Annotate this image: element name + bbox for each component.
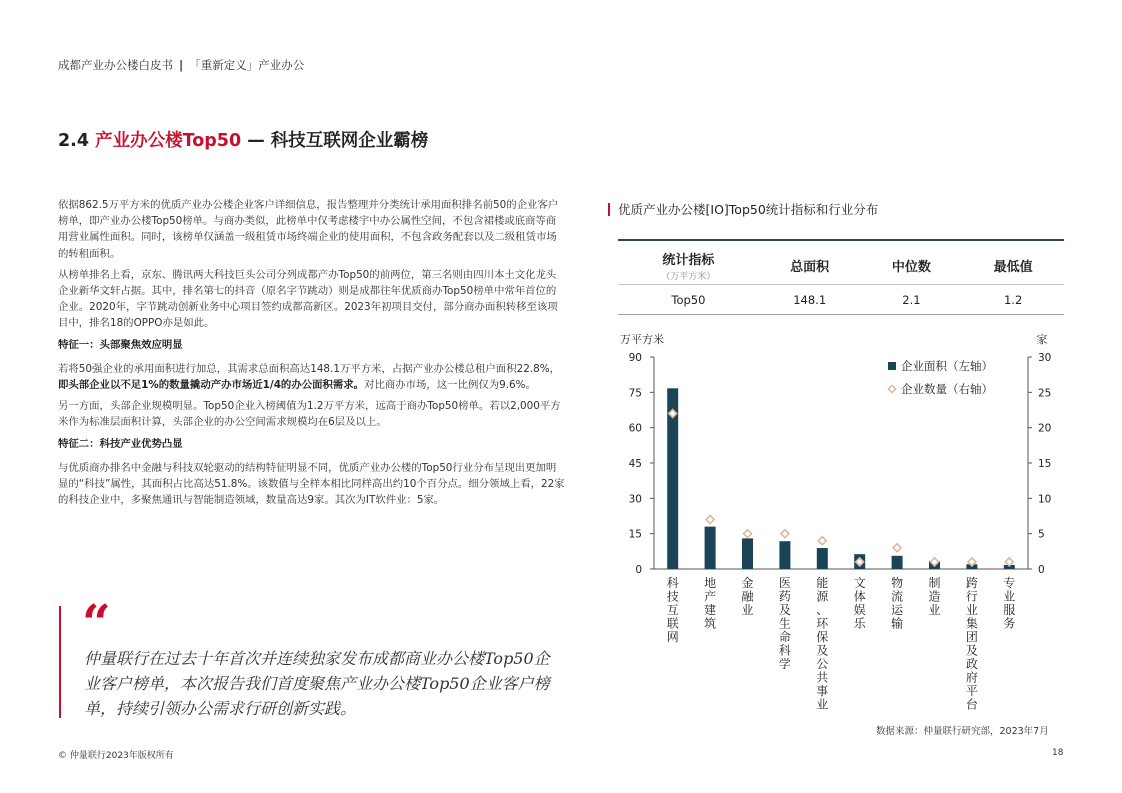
right-tick-label: 30 bbox=[1038, 352, 1052, 364]
left-tick-label: 60 bbox=[628, 422, 642, 435]
left-tick-label: 45 bbox=[628, 458, 642, 470]
category-label: 科 bbox=[666, 576, 679, 590]
stats-header-metric-label: 统计指标 bbox=[662, 253, 715, 268]
legend-area-label: 企业面积（左轴） bbox=[901, 359, 993, 373]
feature-one-text-a: 若将50强企业的承用面积进行加总，其需求总面积高达148.1万平方米，占据产业办公楼总租户面积22.8%， bbox=[58, 362, 560, 375]
data-source: 数据来源：仲量联行研究部，2023年7月 bbox=[876, 726, 1049, 737]
chart-title-text: 优质产业办公楼[IO]Top50统计指标和行业分布 bbox=[618, 202, 879, 217]
body-text bbox=[58, 197, 566, 513]
category-label: 团 bbox=[965, 630, 978, 644]
stats-header-row bbox=[618, 240, 1064, 285]
category-label: 建 bbox=[704, 603, 717, 617]
stats-header-total: 总面积 bbox=[759, 240, 861, 285]
stats-cell-total: 148.1 bbox=[793, 293, 827, 307]
quote-accent-bar bbox=[59, 606, 61, 718]
category-label: 共 bbox=[816, 670, 829, 685]
category-label: 集 bbox=[965, 616, 978, 631]
left-tick-label: 15 bbox=[628, 528, 642, 541]
left-tick-label: 90 bbox=[628, 352, 642, 364]
category-label: 服 bbox=[1003, 603, 1016, 617]
category-label: 台 bbox=[965, 697, 978, 712]
category-label: 公 bbox=[816, 657, 829, 671]
left-axis-unit: 万平方米 bbox=[620, 333, 664, 346]
paragraph-feature-two: 与优质商办排名中金融与科技双轮驱动的结构特征明显不同，优质产业办公楼的Top50行业分布呈现出更加明显的“科技”属性，其面积占比高达51.8%。该数值与全样本相比同样高出约10个百分点。细分领域上看，22家的科技企业中，多聚焦通讯与智能制造领域，数量高达9家。其次为IT软件业：5家。 bbox=[58, 461, 565, 507]
category-label: 环 bbox=[816, 616, 829, 631]
category-label: 学 bbox=[778, 657, 791, 671]
paragraph-scale: 另一方面，头部企业规模明显。Top50企业入榜阈值为1.2万平方米，远高于商办Top50榜单。若以2,000平方米作为标准层面积计算，头部企业的办公空间需求规模均在6层及以上。 bbox=[58, 400, 561, 429]
category-label: 金 bbox=[741, 576, 754, 590]
stats-header-unit: （万平方米） bbox=[661, 272, 716, 282]
category-label: 技 bbox=[666, 589, 679, 604]
right-tick-label: 5 bbox=[1038, 528, 1045, 541]
category-label: 融 bbox=[741, 589, 754, 604]
category-label: 业 bbox=[816, 697, 829, 712]
right-axis-unit: 家 bbox=[1036, 333, 1048, 346]
category-label: 业 bbox=[928, 603, 941, 617]
chart-title bbox=[608, 200, 878, 218]
category-label: 药 bbox=[778, 589, 791, 604]
category-label: 专 bbox=[1003, 576, 1016, 590]
category-label: 业 bbox=[965, 603, 978, 617]
stats-cell-median: 2.1 bbox=[902, 293, 921, 307]
stats-cell-min: 1.2 bbox=[1003, 293, 1023, 307]
right-tick-label: 10 bbox=[1038, 493, 1052, 506]
paragraph-intro: 依据862.5万平方米的优质产业办公楼企业客户详细信息，报告整理并分类统计承用面积排名前50的企业客户榜单，即产业办公楼Top50榜单。与商办类似，此榜单中仅考虑楼宇中办公属性空间，不包含裙楼或底商等商用营业属性面积。同时，该榜单仅涵盖一级租赁市场终端企业的使用面积，不包含政务配套以及二级租赁市场的转租面积。 bbox=[58, 199, 559, 260]
stats-table bbox=[618, 239, 1064, 315]
header-divider: | bbox=[179, 58, 184, 72]
category-label: 文 bbox=[853, 576, 866, 590]
legend-count-label: 企业数量（右轴） bbox=[901, 382, 993, 396]
category-label: 物 bbox=[891, 576, 904, 590]
category-label: 行 bbox=[965, 589, 978, 604]
category-label: 运 bbox=[891, 603, 904, 617]
count-marker bbox=[1005, 558, 1013, 566]
category-label: 平 bbox=[965, 684, 978, 698]
category-label: 业 bbox=[1003, 589, 1016, 604]
category-label: 地 bbox=[704, 576, 717, 590]
stats-header-min: 最低值 bbox=[962, 240, 1064, 285]
legend-count-swatch bbox=[888, 385, 895, 392]
count-marker bbox=[781, 530, 789, 538]
right-tick-label: 20 bbox=[1038, 422, 1052, 435]
bar-area bbox=[742, 538, 753, 569]
feature-one-bold: 即头部企业以不足1%的数量撬动产办市场近1/4的办公面积需求。 bbox=[58, 379, 365, 392]
right-tick-label: 15 bbox=[1038, 458, 1052, 470]
right-tick-label: 0 bbox=[1038, 564, 1045, 576]
category-label: 业 bbox=[741, 603, 754, 617]
category-label: 体 bbox=[853, 589, 866, 604]
category-label: 科 bbox=[778, 643, 791, 658]
section-title-rest: — 科技互联网企业霸榜 bbox=[247, 131, 429, 151]
category-label: 、 bbox=[816, 603, 829, 617]
title-accent-bar bbox=[608, 203, 610, 216]
category-label: 乐 bbox=[853, 616, 866, 631]
paragraph-ranking: 从榜单排名上看，京东、腾讯两大科技巨头公司分列成都产办Top50的前两位，第三名则由四川本土文化龙头企业新华文轩占据。其中，排名第七的抖音（原名字节跳动）则是成都往年优质商办Top50榜单中常年首位的企业。2020年，字节跳动创新业务中心项目签约成都高新区。2023年初项目交付，部分商办面积转移至该项目中，排名18的OPPO亦是如此。 bbox=[58, 268, 558, 330]
feature-one-text-b: 对比商办市场，这一比例仅为9.6%。 bbox=[364, 379, 536, 392]
category-label: 源 bbox=[816, 589, 829, 604]
category-label: 娱 bbox=[853, 603, 866, 617]
quote-mark: “ bbox=[82, 593, 111, 652]
category-label: 命 bbox=[778, 630, 791, 644]
category-label: 府 bbox=[965, 670, 978, 685]
category-label: 事 bbox=[816, 684, 829, 698]
section-name: 「重新定义」产业办公 bbox=[189, 58, 305, 72]
category-label: 网 bbox=[666, 630, 679, 644]
count-marker bbox=[818, 537, 826, 545]
section-title-highlight: 产业办公楼Top50 bbox=[95, 131, 242, 151]
left-tick-label: 0 bbox=[635, 564, 642, 576]
count-marker bbox=[893, 544, 901, 552]
stats-row bbox=[618, 285, 1064, 315]
section-title bbox=[58, 127, 428, 152]
bar-area bbox=[892, 556, 903, 569]
section-number: 2.4 bbox=[58, 131, 90, 151]
stats-header-median: 中位数 bbox=[861, 240, 963, 285]
left-tick-label: 75 bbox=[628, 387, 642, 400]
category-label: 能 bbox=[816, 576, 829, 590]
category-label: 及 bbox=[816, 643, 829, 658]
bar-area bbox=[817, 548, 828, 569]
category-label: 输 bbox=[891, 616, 904, 631]
category-label: 保 bbox=[816, 630, 829, 644]
bar-area bbox=[779, 541, 790, 569]
left-tick-label: 30 bbox=[628, 493, 642, 506]
report-header bbox=[58, 57, 304, 73]
page-number: 18 bbox=[1052, 748, 1064, 758]
copyright: © 仲量联行2023年版权所有 bbox=[58, 751, 174, 761]
industry-bar-chart bbox=[600, 325, 1070, 720]
quote-text: 仲量联行在过去十年首次并连续独家发布成都商业办公楼Top50企业客户榜单，本次报告我们首度聚焦产业办公楼Top50企业客户榜单，持续引领办公需求行研创新实践。 bbox=[84, 649, 550, 718]
count-marker bbox=[744, 530, 752, 538]
right-tick-label: 25 bbox=[1038, 387, 1052, 400]
category-label: 产 bbox=[704, 589, 717, 604]
category-label: 生 bbox=[778, 616, 791, 631]
category-label: 政 bbox=[965, 657, 978, 671]
stats-header-metric bbox=[618, 240, 759, 285]
count-marker bbox=[706, 516, 714, 524]
report-title: 成都产业办公楼白皮书 bbox=[58, 58, 173, 72]
feature-two-heading: 特征二：科技产业优势凸显 bbox=[58, 437, 183, 450]
category-label: 互 bbox=[666, 603, 679, 617]
category-label: 医 bbox=[778, 576, 791, 590]
category-label: 及 bbox=[965, 643, 978, 658]
category-label: 联 bbox=[666, 616, 679, 631]
category-label: 筑 bbox=[704, 616, 717, 631]
paragraph-feature-one bbox=[58, 361, 566, 393]
bar-area bbox=[705, 527, 716, 569]
category-label: 及 bbox=[778, 603, 791, 617]
category-label: 制 bbox=[928, 576, 941, 590]
legend-area-swatch bbox=[888, 362, 896, 370]
category-label: 造 bbox=[928, 589, 941, 604]
category-label: 跨 bbox=[965, 576, 978, 590]
category-label: 务 bbox=[1003, 616, 1016, 631]
category-label: 流 bbox=[891, 589, 904, 604]
stats-cell-label: Top50 bbox=[671, 293, 706, 307]
feature-one-heading: 特征一：头部聚焦效应明显 bbox=[58, 338, 183, 351]
